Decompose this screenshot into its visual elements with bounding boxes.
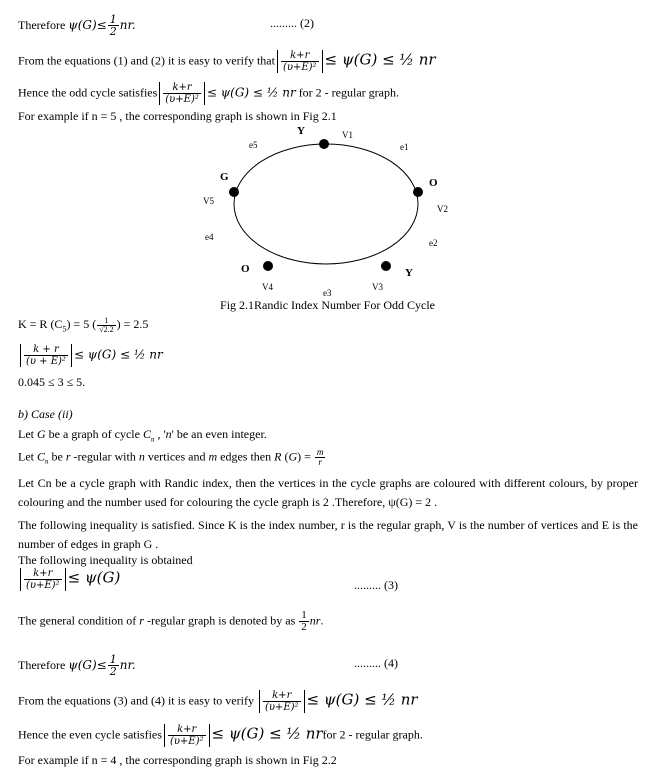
- node-label-y-bottom: Y: [405, 267, 413, 279]
- figure-caption: Fig 2.1Randic Index Number For Odd Cycle: [220, 298, 435, 312]
- fraction-abs: $\frac{k+r}{\text{(υ+E)²}}$: [277, 50, 323, 73]
- psi-bound-2: ψ(G)≤ $\frac{1}{2}$ nr.: [68, 13, 136, 38]
- vertex-label-v4: V4: [262, 282, 273, 292]
- odd-cycle-text: Hence the odd cycle satisfies: [18, 85, 158, 100]
- k-index-line: K = R $(C_5) = 5$ ( $\frac{1}{√2.2}$ ) = 2.5: [18, 315, 149, 334]
- verify-2-text: From the equations (3) and (4) it is easy to verify: [18, 693, 254, 708]
- vertex-label-v5: V5: [203, 196, 214, 206]
- equation-number-2: ......... (2): [270, 16, 314, 30]
- odd-cycle-math: ≤ ψ(G) ≤ ½ nr: [206, 85, 296, 100]
- even-cycle-tail: for 2 - regular graph.: [322, 727, 423, 742]
- node-label-o-left: O: [241, 263, 250, 275]
- odd-cycle-graph: [0, 120, 655, 300]
- node-label-g: G: [220, 171, 229, 183]
- example-n4-line: For example if n = 4 , the corresponding graph is shown in Fig 2.2: [18, 753, 337, 767]
- equation-number-3: ......... (3): [354, 578, 398, 592]
- para-5: The following inequality is obtained: [18, 553, 193, 567]
- even-cycle-text: Hence the even cycle satisfies: [18, 727, 162, 742]
- node-label-o-right: O: [429, 177, 438, 189]
- para-1: Let G be a graph of cycle $C_n$ , 'n' be an even integer.: [18, 427, 267, 444]
- vertex-label-v3: V3: [372, 282, 383, 292]
- even-cycle-line: [18, 724, 423, 747]
- equation-number-4: ......... (4): [354, 656, 398, 670]
- verify-2-math: ≤ ψ(G) ≤ ½ nr: [306, 690, 418, 709]
- verify-line-2: [18, 690, 418, 713]
- node-left: [229, 187, 239, 197]
- example-n5-line: For example if n = 5 , the corresponding graph is shown in Fig 2.1: [18, 109, 337, 123]
- therefore-text: Therefore: [18, 18, 66, 32]
- equation-3-line: [18, 568, 120, 591]
- verify-math: ≤ ψ(G) ≤ ½ nr: [324, 50, 436, 69]
- fraction-abs: $\frac{k+r}{\text{(υ+E)²}}$: [259, 690, 305, 713]
- fraction-abs: $\frac{k + r}{\text{(υ + E)²}}$: [20, 344, 72, 367]
- verify-text: From the equations (1) and (2) it is easy to verify that: [18, 53, 275, 68]
- node-right: [413, 187, 423, 197]
- general-condition: The general condition of r -regular graph is denoted by as $\frac{1}{2}$ nr.: [18, 609, 324, 633]
- para-3: Let Cn be a cycle graph with Randic index, then the vertices in the cycle graphs are coloured with different colours, by proper colouring and the number used for colouring the cycle graph is 2 .Therefore, ψ(G) = 2 .: [18, 476, 638, 509]
- edge-label-e1: e1: [400, 142, 409, 152]
- para-4: The following inequality is satisfied. Since K is the index number, r is the regular graph, V is the number of vertices and E is the number of edges in graph G .: [18, 518, 638, 551]
- eq3-math: ≤ ψ(G): [67, 568, 121, 587]
- node-label-y-top: Y: [297, 125, 305, 137]
- fraction-abs: $\frac{k+r}{\text{(υ+E)²}}$: [159, 82, 205, 105]
- node-bottom-right: [381, 261, 391, 271]
- inequality-values: 0.045 ≤ 3 ≤ 5.: [18, 375, 86, 389]
- psi-bound-4: ψ(G)≤ $\frac{1}{2}$ nr.: [68, 653, 136, 678]
- inequality-math: ≤ ψ(G) ≤ ½ nr: [73, 347, 163, 362]
- vertex-label-v2: V2: [437, 204, 448, 214]
- inequality-line: [18, 344, 163, 367]
- fraction-abs: $\frac{k+r}{\text{(υ+E)²}}$: [20, 568, 66, 591]
- cycle-ellipse: [234, 144, 418, 264]
- edge-label-e5: e5: [249, 140, 258, 150]
- therefore-4-text: Therefore: [18, 658, 66, 672]
- verify-line-1: [18, 50, 436, 73]
- odd-cycle-tail: for 2 - regular graph.: [298, 85, 399, 100]
- edge-label-e2: e2: [429, 238, 438, 248]
- para-2: Let $C_n$ be r -regular with n vertices and m edges then R (G) = $\frac{m}{r}$: [18, 447, 324, 467]
- case-label: b) Case (ii): [18, 407, 73, 421]
- fraction-abs: $\frac{k+r}{\text{(υ+E)²}}$: [164, 724, 210, 747]
- node-bottom-left: [263, 261, 273, 271]
- node-top: [319, 139, 329, 149]
- vertex-label-v1: V1: [342, 130, 353, 140]
- edge-label-e3: e3: [323, 288, 332, 298]
- therefore-line-4: [18, 654, 136, 677]
- odd-cycle-line: [18, 82, 399, 105]
- even-cycle-math: ≤ ψ(G) ≤ ½ nr: [211, 724, 323, 743]
- edge-label-e4: e4: [205, 232, 214, 242]
- therefore-line-2: [18, 14, 136, 37]
